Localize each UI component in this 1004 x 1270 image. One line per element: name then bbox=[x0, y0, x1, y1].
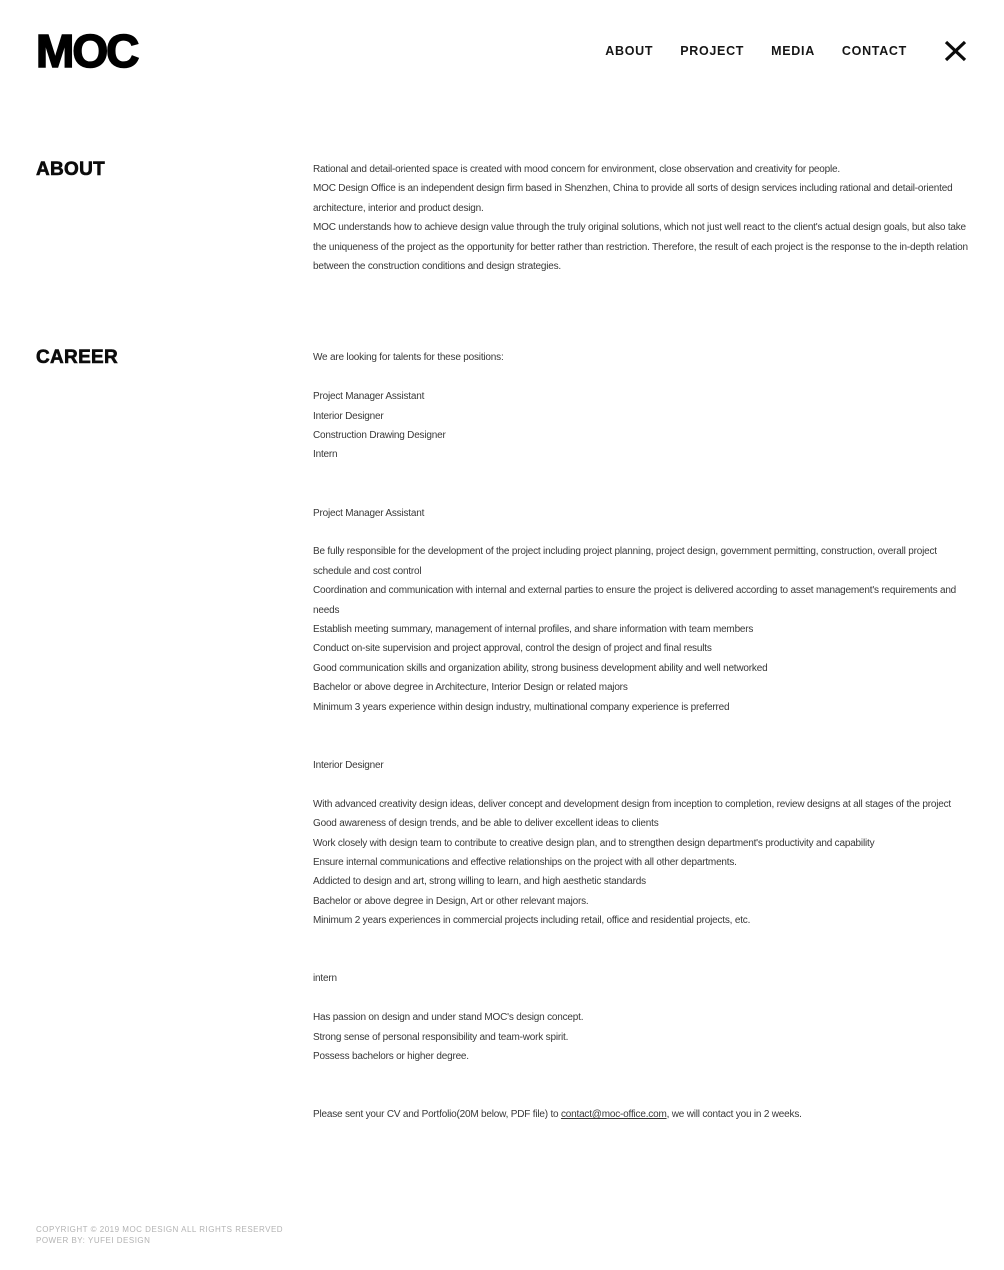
nav-item-media[interactable]: MEDIA bbox=[771, 44, 815, 58]
job-detail: Good awareness of design trends, and be able to deliver excellent ideas to clients bbox=[313, 818, 659, 830]
email-link[interactable]: contact@moc-office.com bbox=[560, 1109, 667, 1121]
copyright-line: COPYRIGHT © 2019 MOC DESIGN ALL RIGHTS RESERVED bbox=[36, 1225, 284, 1234]
footer bbox=[36, 1224, 283, 1246]
job-detail: Minimum 2 years experiences in commercial projects including retail, office and residential projects, etc. bbox=[313, 915, 751, 927]
job-detail: Has passion on design and under stand MOC's design concept. bbox=[313, 1012, 584, 1024]
about-section bbox=[0, 160, 1004, 276]
closing-text-after: , we will contact you in 2 weeks. bbox=[666, 1109, 802, 1121]
page-main bbox=[0, 160, 1004, 1125]
job-detail: Establish meeting summary, management of internal profiles, and share information with team members bbox=[313, 624, 754, 636]
closing-text-before: Please sent your CV and Portfolio(20M below, PDF file) to bbox=[313, 1109, 561, 1121]
job-detail: Work closely with design team to contribute to creative design plan, and to strengthen design department's productivity and capability bbox=[313, 837, 875, 849]
career-heading: CAREER bbox=[36, 347, 119, 369]
job-detail: Possess bachelors or higher degree. bbox=[313, 1050, 469, 1062]
nav-item-contact[interactable]: CONTACT bbox=[841, 44, 907, 58]
job-detail: Conduct on-site supervision and project approval, control the design of project and final results bbox=[313, 643, 712, 655]
nav-item-about[interactable]: ABOUT bbox=[605, 44, 654, 58]
career-label-column bbox=[36, 348, 313, 1124]
position-item: Project Manager Assistant bbox=[313, 391, 425, 403]
positions-list bbox=[313, 387, 968, 465]
closing-note bbox=[313, 1105, 968, 1124]
job-interior-designer bbox=[313, 756, 968, 931]
job-details bbox=[313, 795, 968, 931]
job-details bbox=[313, 542, 968, 717]
job-detail: Bachelor or above degree in Design, Art or other relevant majors. bbox=[313, 895, 589, 907]
about-label-column bbox=[36, 160, 313, 276]
about-paragraph: Rational and detail-oriented space is created with mood concern for environment, close observation and creativity for people. bbox=[313, 164, 840, 175]
about-paragraph: MOC Design Office is an independent design firm based in Shenzhen, China to provide all sorts of design services including rational and detail-oriented architecture, interior and product design. bbox=[313, 183, 953, 214]
powered-by-line: POWER BY: YUFEI DESIGN bbox=[36, 1236, 151, 1245]
job-title: intern bbox=[313, 973, 337, 985]
career-content bbox=[313, 348, 968, 1124]
job-detail: Good communication skills and organization ability, strong business development ability and well networked bbox=[313, 662, 768, 674]
main-nav bbox=[605, 39, 968, 64]
position-item: Construction Drawing Designer bbox=[313, 430, 446, 442]
about-paragraph: MOC understands how to achieve design value through the truly original solutions, which not just well react to the client's actual design goals, but also take the uniqueness of the project as the opportunity for better rather than restriction. Therefore, the result of each project is the response to the in-depth relation between the construction conditions and design strategies. bbox=[313, 222, 968, 273]
logo[interactable]: MOC bbox=[36, 25, 138, 77]
job-title: Interior Designer bbox=[313, 759, 384, 771]
job-intern bbox=[313, 969, 968, 1066]
job-detail: Minimum 3 years experience within design industry, multinational company experience is preferred bbox=[313, 701, 730, 713]
job-title: Project Manager Assistant bbox=[313, 507, 425, 519]
nav-item-project[interactable]: PROJECT bbox=[680, 44, 745, 58]
about-heading: ABOUT bbox=[36, 159, 106, 180]
job-detail: Addicted to design and art, strong willing to learn, and high aesthetic standards bbox=[313, 876, 646, 888]
job-details bbox=[313, 1008, 968, 1066]
position-item: Intern bbox=[313, 449, 338, 461]
header bbox=[0, 0, 1004, 76]
career-section bbox=[0, 348, 1004, 1124]
job-detail: Strong sense of personal responsibility and team-work spirit. bbox=[313, 1031, 569, 1043]
job-detail: With advanced creativity design ideas, deliver concept and development design from inception to completion, review designs at all stages of the project bbox=[313, 798, 951, 810]
job-detail: Be fully responsible for the development of the project including project planning, project design, government permitting, construction, overall project schedule and cost control bbox=[313, 546, 937, 577]
close-icon[interactable] bbox=[942, 39, 968, 64]
job-detail: Bachelor or above degree in Architecture, Interior Design or related majors bbox=[313, 682, 628, 694]
about-content bbox=[313, 160, 968, 276]
job-detail: Ensure internal communications and effective relationships on the project with all other departments. bbox=[313, 856, 737, 868]
job-project-manager-assistant bbox=[313, 504, 968, 717]
career-intro: We are looking for talents for these positions: bbox=[313, 352, 504, 364]
position-item: Interior Designer bbox=[313, 410, 384, 422]
job-detail: Coordination and communication with internal and external parties to ensure the project is delivered according to asset management's requirements and needs bbox=[313, 585, 957, 616]
